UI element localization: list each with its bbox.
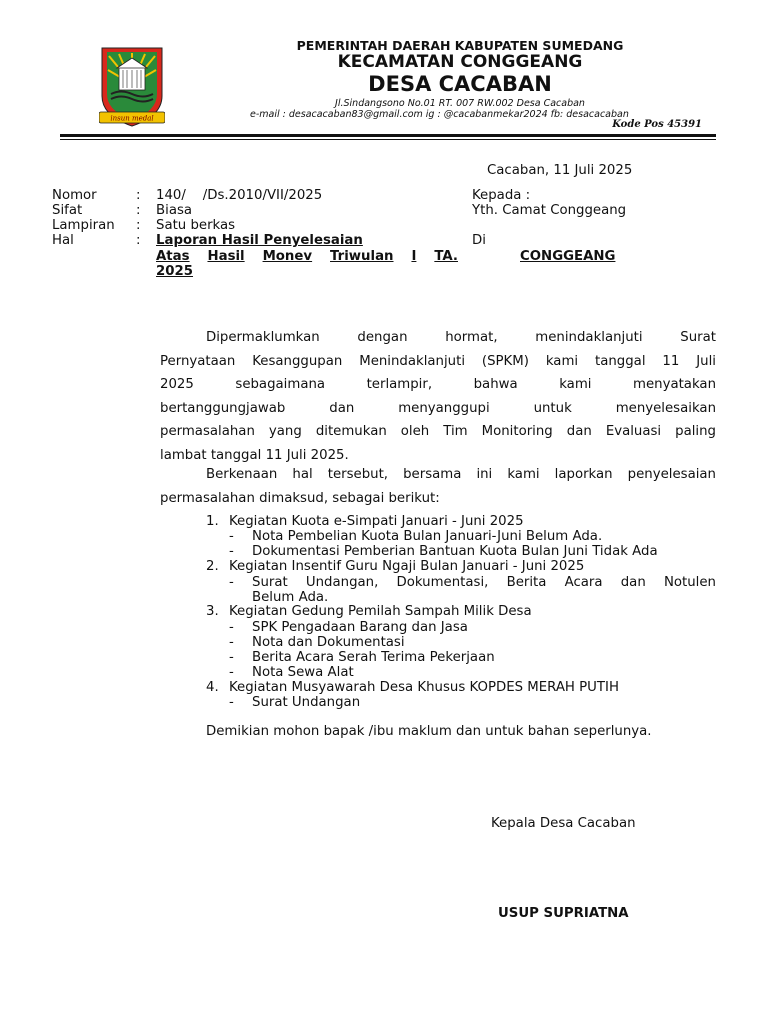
list-item-title: Kegiatan Kuota e-Simpati Januari - Juni 2025 xyxy=(229,514,524,529)
paragraph-line: Berkenaan hal tersebut, bersama ini kami laporkan penyelesaian xyxy=(206,467,716,482)
list-subitem: Nota dan Dokumentasi xyxy=(252,635,405,650)
list-number: 3. xyxy=(206,604,219,619)
recipient-place: CONGGEANG xyxy=(520,249,616,264)
lampiran-value: Satu berkas xyxy=(156,218,236,233)
nomor-colon: : xyxy=(136,188,141,203)
header-contact: e-mail : desacacaban83@gmail.com ig : @cacabanmekar2024 fb: desacacaban xyxy=(250,109,629,120)
hal-label: Hal xyxy=(52,233,74,248)
list-dash: - xyxy=(229,620,234,635)
signature-name: USUP SUPRIATNA xyxy=(498,906,629,921)
list-dash: - xyxy=(229,695,234,710)
paragraph-line: Pernyataan Kesanggupan Menindaklanjuti (SPKM) kami tanggal 11 Juli xyxy=(160,353,716,369)
list-item-title: Kegiatan Musyawarah Desa Khusus KOPDES MERAH PUTIH xyxy=(229,680,619,695)
paragraph-1 xyxy=(160,326,716,467)
list-item-title: Kegiatan Insentif Guru Ngaji Bulan Januari - Juni 2025 xyxy=(229,559,585,574)
paragraph-line: permasalahan dimaksud, sebagai berikut: xyxy=(160,490,440,506)
signature-title: Kepala Desa Cacaban xyxy=(491,816,636,831)
list-dash: - xyxy=(229,635,234,650)
header-government: PEMERINTAH DAERAH KABUPATEN SUMEDANG xyxy=(296,38,624,53)
paragraph-line: bertanggungjawab dan menyanggupi untuk menyelesaikan xyxy=(160,400,716,416)
list-subitem: Surat Undangan xyxy=(252,695,361,710)
list-dash: - xyxy=(229,529,234,544)
lampiran-colon: : xyxy=(136,218,141,233)
nomor-value: 140/ /Ds.2010/VII/2025 xyxy=(156,188,323,203)
closing-sentence: Demikian mohon bapak /ibu maklum dan untuk bahan seperlunya. xyxy=(206,724,652,739)
hal-word: Monev xyxy=(262,249,313,264)
paragraph-line: Dipermaklumkan dengan hormat, menindaklanjuti Surat xyxy=(206,330,716,345)
list-number: 2. xyxy=(206,559,219,574)
hal-line-2 xyxy=(156,249,458,264)
nomor-label: Nomor xyxy=(52,188,97,203)
header-rule-thick xyxy=(60,134,716,137)
header-address: Jl.Sindangsono No.01 RT. 007 RW.002 Desa Cacaban xyxy=(335,98,585,109)
hal-line-1: Laporan Hasil Penyelesaian xyxy=(156,233,363,248)
hal-colon: : xyxy=(136,233,141,248)
list-number: 4. xyxy=(206,680,219,695)
list-item-title: Kegiatan Gedung Pemilah Sampah Milik Desa xyxy=(229,604,532,619)
list-subitem: Berita Acara Serah Terima Pekerjaan xyxy=(252,650,495,665)
header-postal-code: Kode Pos 45391 xyxy=(612,119,702,130)
list-subitem: Nota Sewa Alat xyxy=(252,665,354,680)
header-district: KECAMATAN CONGGEANG xyxy=(337,52,583,72)
list-dash: - xyxy=(229,575,234,590)
sumedang-logo xyxy=(99,44,165,128)
hal-word: Triwulan xyxy=(330,249,394,264)
sifat-label: Sifat xyxy=(52,203,83,218)
list-dash: - xyxy=(229,665,234,680)
recipient-yth: Yth. Camat Conggeang xyxy=(472,203,627,218)
sifat-value: Biasa xyxy=(156,203,193,218)
hal-line-3: 2025 xyxy=(156,264,194,279)
lampiran-label: Lampiran xyxy=(52,218,115,233)
paragraph-line: lambat tanggal 11 Juli 2025. xyxy=(160,447,349,463)
list-subitem: SPK Pengadaan Barang dan Jasa xyxy=(252,620,468,635)
recipient-kepada: Kepada : xyxy=(472,188,531,203)
list-dash: - xyxy=(229,544,234,559)
list-subitem: Surat Undangan, Dokumentasi, Berita Acara dan Notulen xyxy=(252,575,716,590)
sifat-colon: : xyxy=(136,203,141,218)
recipient-di: Di xyxy=(472,233,486,248)
list-subitem: Nota Pembelian Kuota Bulan Januari-Juni Belum Ada. xyxy=(252,529,603,544)
header-rule-thin xyxy=(60,139,716,140)
hal-word: Atas xyxy=(156,249,190,264)
letter-date: Cacaban, 11 Juli 2025 xyxy=(487,163,633,178)
paragraph-2 xyxy=(160,463,716,510)
paragraph-line: permasalahan yang ditemukan oleh Tim Monitoring dan Evaluasi paling xyxy=(160,424,716,439)
header-village: DESA CACABAN xyxy=(368,72,552,96)
hal-word: TA. xyxy=(434,249,458,264)
list-subitem: Dokumentasi Pemberian Bantuan Kuota Bulan Juni Tidak Ada xyxy=(252,544,658,559)
list-number: 1. xyxy=(206,514,219,529)
paragraph-line: 2025 sebagaimana terlampir, bahwa kami menyatakan xyxy=(160,377,716,392)
svg-text:insun medal: insun medal xyxy=(110,114,154,123)
list-subitem: Belum Ada. xyxy=(252,590,329,605)
list-dash: - xyxy=(229,650,234,665)
hal-word: I xyxy=(411,249,417,264)
hal-word: Hasil xyxy=(207,249,245,264)
